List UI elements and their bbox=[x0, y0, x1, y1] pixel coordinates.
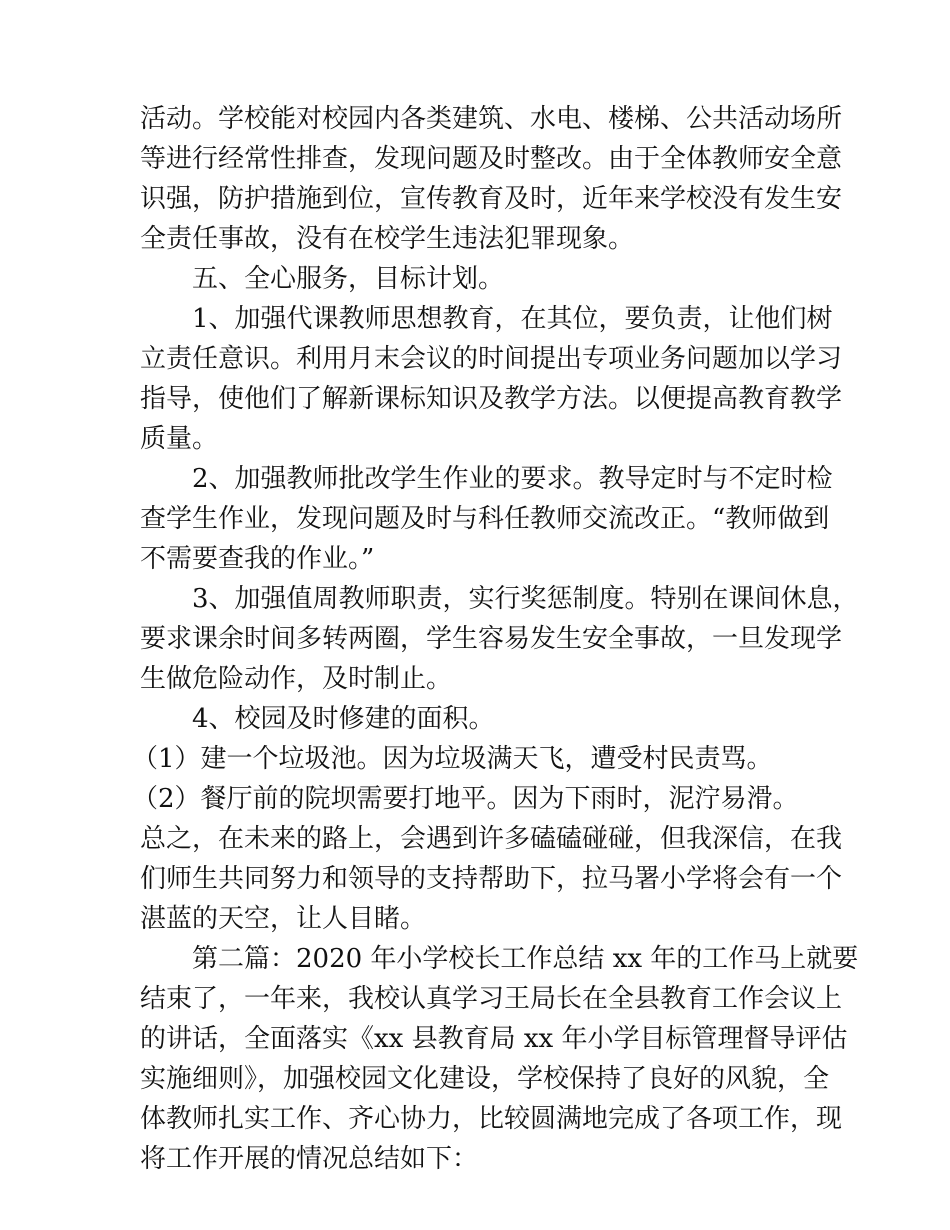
text-line: 实施细则》，加强校园文化建设，学校保持了良好的风貌，全 bbox=[140, 1064, 830, 1094]
text-line: 不需要查我的作业。” bbox=[140, 544, 375, 574]
text-line: 3、加强值周教师职责，实行奖惩制度。特别在课间休息， bbox=[192, 584, 859, 614]
text-line: 将工作开展的情况总结如下： bbox=[140, 1144, 479, 1174]
text-line: 湛蓝的天空，让人目睹。 bbox=[140, 904, 427, 934]
text-line: 识强，防护措施到位，宣传教育及时，近年来学校没有发生安 bbox=[140, 184, 843, 214]
document-body bbox=[132, 99, 859, 1179]
text-line: 查学生作业，发现问题及时与科任教师交流改正。“教师做到 bbox=[140, 504, 830, 534]
list-item: （2）餐厅前的院坝需要打地平。因为下雨时，泥泞易滑。 bbox=[132, 784, 799, 814]
text-line: 要求课余时间多转两圈，学生容易发生安全事故，一旦发现学 bbox=[140, 624, 843, 654]
text-line: 体教师扎实工作、齐心协力，比较圆满地完成了各项工作，现 bbox=[140, 1104, 843, 1134]
text-line: 指导，使他们了解新课标知识及教学方法。以便提高教育教学 bbox=[140, 384, 843, 414]
text-line: 等进行经常性排查，发现问题及时整改。由于全体教师安全意 bbox=[140, 144, 843, 174]
text-line: 全责任事故，没有在校学生违法犯罪现象。 bbox=[140, 224, 635, 254]
text-line: 活动。学校能对校园内各类建筑、水电、楼梯、公共活动场所 bbox=[140, 104, 843, 134]
text-line: 质量。 bbox=[140, 424, 219, 454]
text-line: 立责任意识。利用月末会议的时间提出专项业务问题加以学习 bbox=[140, 344, 843, 374]
text-line: 结束了，一年来，我校认真学习王局长在全县教育工作会议上 bbox=[140, 984, 843, 1014]
text-line: 2、加强教师批改学生作业的要求。教导定时与不定时检 bbox=[192, 464, 833, 494]
text-line: 们师生共同努力和领导的支持帮助下，拉马署小学将会有一个 bbox=[140, 864, 843, 894]
text-line: 的讲话，全面落实《xx 县教育局 xx 年小学目标管理督导评估 bbox=[140, 1024, 848, 1054]
list-item: （1）建一个垃圾池。因为垃圾满天飞，遭受村民责骂。 bbox=[132, 744, 773, 774]
section-heading: 五、全心服务，目标计划。 bbox=[192, 264, 505, 294]
text-line: 1、加强代课教师思想教育，在其位，要负责，让他们树 bbox=[192, 304, 833, 334]
text-line: 总之，在未来的路上，会遇到许多磕磕碰碰，但我深信，在我 bbox=[140, 824, 843, 854]
text-line: 生做危险动作，及时制止。 bbox=[140, 664, 453, 694]
text-line: 第二篇：2020 年小学校长工作总结 xx 年的工作马上就要 bbox=[192, 944, 859, 974]
text-line: 4、校园及时修建的面积。 bbox=[192, 704, 495, 734]
